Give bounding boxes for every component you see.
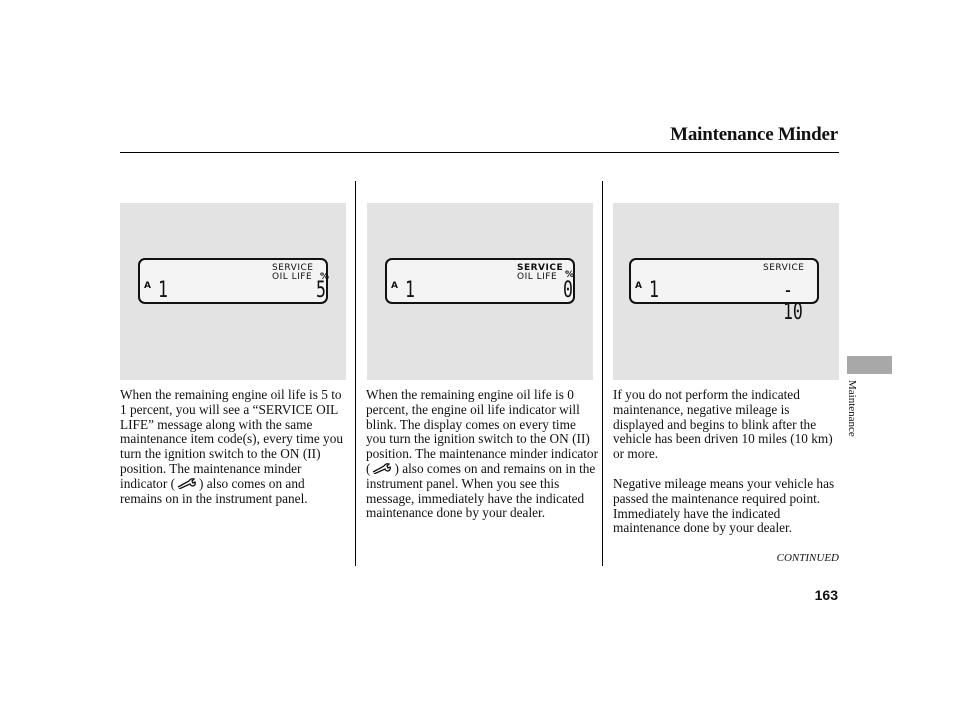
column-text-3 [613, 388, 839, 536]
column-divider [355, 181, 356, 566]
lcd-percent: % [565, 270, 575, 280]
page-number: 163 [814, 587, 838, 603]
lcd-display [385, 258, 575, 304]
paragraph: If you do not perform the indicated maintenance, negative mileage is displayed and begins to blink after the vehicle has been driven 10 miles (10 km) or more. [613, 387, 833, 462]
lcd-line2: OIL LIFE [517, 272, 558, 282]
lcd-line2: OIL LIFE [272, 272, 313, 282]
side-tab-label: Maintenance [846, 380, 858, 437]
lcd-value: 5 [316, 278, 326, 303]
paragraph [120, 388, 350, 506]
paragraph [366, 388, 598, 521]
text-segment: When the remaining engine oil life is 0 percent, the engine oil life indicator will blink. The display comes on every time you turn the ignition switch to the ON (II) position. The maintenance minder indicator ( [366, 387, 599, 476]
lcd-code-label: A [391, 281, 398, 291]
lcd-code: 1 [405, 278, 415, 303]
continued-label: CONTINUED [776, 552, 839, 564]
lcd-display [629, 258, 819, 325]
paragraph: Negative mileage means your vehicle has passed the maintenance required point. [613, 475, 835, 506]
wrench-icon [370, 462, 394, 474]
text-segment: ) also comes on and remains on in the instrument panel. [120, 475, 308, 506]
lcd-line1: SERVICE [763, 263, 805, 273]
lcd-value: - 10 [783, 278, 803, 325]
text-segment: ) also comes on and remains on in the instrument panel. When you see this message, immediately have the indicated maintenance done by your dealer. [366, 460, 596, 521]
column-divider [602, 181, 603, 566]
column-text-2 [366, 388, 598, 521]
text-segment: When the remaining engine oil life is 5 to 1 percent, you will see a “SERVICE OIL LIFE” message along with the same maintenance item code(s), every time you turn the ignition switch to the ON (II) position. The maintenance minder indicator ( [120, 387, 344, 491]
display-illustration-2 [367, 203, 593, 380]
lcd-value: 0 [563, 278, 573, 303]
lcd-display [138, 258, 328, 304]
lcd-code: 1 [158, 278, 168, 303]
paragraph: Immediately have the indicated maintenance done by your dealer. [613, 505, 793, 536]
lcd-code-label: A [635, 281, 642, 291]
wrench-icon [175, 477, 199, 489]
title-rule [120, 152, 839, 153]
side-tab [847, 356, 892, 374]
display-illustration-3 [613, 203, 839, 380]
display-illustration-1 [120, 203, 346, 380]
lcd-code: 1 [649, 278, 659, 303]
lcd-line1: SERVICE [517, 263, 564, 273]
column-text-1 [120, 388, 350, 506]
lcd-code-label: A [144, 281, 151, 291]
page-title: Maintenance Minder [670, 124, 838, 145]
lcd-percent: % [320, 272, 330, 282]
lcd-line1: SERVICE [272, 263, 314, 273]
